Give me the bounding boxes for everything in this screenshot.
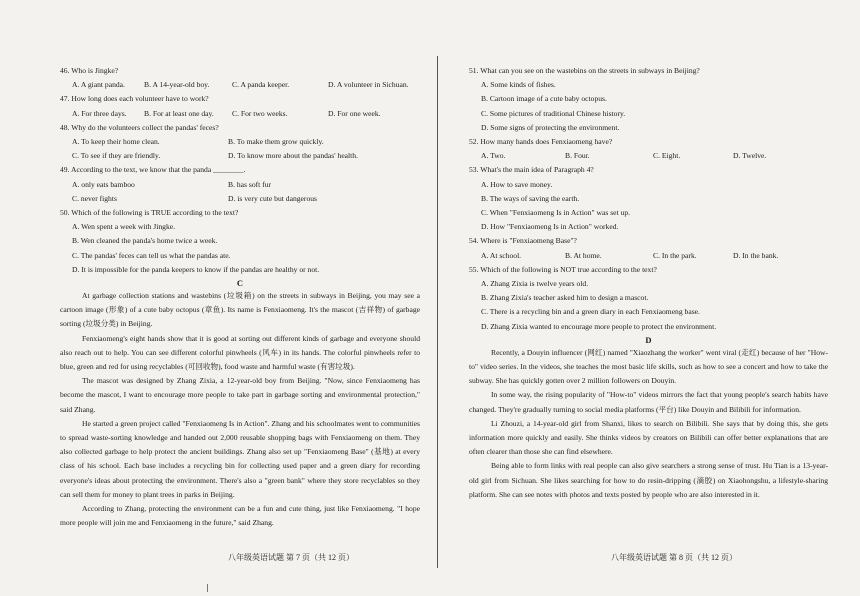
option-c: C. Some pictures of traditional Chinese history. [481,108,626,118]
question-stem: 48. Why do the volunteers collect the pandas' feces? [60,122,219,132]
right-page [441,0,860,596]
question-46 [60,64,420,92]
option-b: B. The ways of saving the earth. [481,193,580,203]
question-stem: 55. Which of the following is NOT true according to the text? [469,264,657,274]
option-a: A. At school. [481,250,522,260]
option-c: C. Eight. [653,151,681,161]
option-a: A. Some kinds of fishes. [481,80,556,90]
option-b: B. Wen cleaned the panda's home twice a week. [72,236,218,246]
option-a: A. How to save money. [481,179,553,189]
section-heading: C [236,278,244,289]
option-c: C. When "Fenxiaomeng Is in Action" was set up. [481,208,631,218]
scan-mark [207,584,211,592]
option-c: C. never fights [72,193,117,203]
option-d: D. It is impossible for the panda keepers to know if the pandas are healthy or not. [72,264,320,274]
question-stem: 47. How long does each volunteer have to work? [60,94,209,104]
option-a: A. Two. [481,151,506,161]
question-51 [469,64,828,135]
option-d: D. For one week. [328,108,381,118]
paragraph: Recently, a Douyin influencer (网红) named "Xiaozhang the worker" went viral (走红) because of her "How-to" video series. In the videos, she teaches the most basic life skills, such as how to see a concert and how to take the subway. She has quickly gotten over 2 million followers on Douyin. [469,347,828,386]
question-stem: 46. Who is Jingke? [60,66,119,75]
question-48 [60,121,420,164]
passage-d [469,346,828,502]
question-stem: 50. Which of the following is TRUE according to the text? [60,208,239,218]
option-d: D. To know more about the pandas' health. [228,151,358,161]
option-c: C. In the park. [653,250,697,260]
question-50 [60,206,420,277]
paragraph: The mascot was designed by Zhang Zixia, a 12-year-old boy from Beijing. "Now, since Fenxiaomeng has become the mascot, I want to encourage more people to take part in garbage sorting and environmental protection," said Zhang. [60,376,420,414]
option-d: D. Twelve. [733,151,767,161]
option-d: D. How "Fenxiaomeng Is in Action" worked. [481,222,619,232]
option-a: A. For three days. [72,108,127,118]
question-53 [469,163,828,234]
option-b: B. A 14-year-old boy. [144,80,210,90]
option-c: C. To see if they are friendly. [72,151,161,161]
question-stem: 54. Where is "Fenxiaomeng Base"? [469,236,577,246]
page-footer: 八年级英语试题 第 8 页（共 12 页） [611,553,737,562]
paragraph: He started a green project called "Fenxiaomeng Is in Action". Zhang and his schoolmates went to communities to spread waste-sorting knowledge and handed out 2,000 reusable shopping bags with Fenxiaomeng on them. They also collected garbage to help protect the ancient buildings. Zhang also set up "Fenxiaomeng Base" (基地) at every class of his school. Each base includes a recycling bin for collecting used paper and a green diary for recording everyone's ideas about protecting the environment. There's also a "green bank" where they store recyclables so they can sell them for money to plant trees in parks in Beijing. [60,418,420,499]
option-c: C. A panda keeper. [232,80,290,90]
option-b: B. To make them grow quickly. [228,137,324,147]
option-a: A. only eats bamboo [72,179,135,189]
page-divider [437,56,438,568]
paragraph: According to Zhang, protecting the environment can be a fun and cute thing, just like Fenxiaomeng. "I hope more people will join me and Fenxiaomeng in the future," said Zhang. [60,504,420,528]
question-stem: 52. How many hands does Fenxiaomeng have? [469,137,613,147]
question-stem: 51. What can you see on the wastebins on the streets in subways in Beijing? [469,66,700,75]
question-54 [469,234,828,262]
option-d: D. Zhang Zixia wanted to encourage more people to protect the environment. [481,321,717,331]
option-c: C. There is a recycling bin and a green diary in each Fenxiaomeng base. [481,307,700,317]
option-c: C. For two weeks. [232,108,288,118]
option-a: A. To keep their home clean. [72,137,160,147]
option-b: B. For at least one day. [144,108,214,118]
option-d: D. A volunteer in Sichuan. [328,80,409,90]
paragraph: At garbage collection stations and wastebins (垃圾箱) on the streets in subways in Beijing, you may see a cartoon image (形象) of a cute baby octopus (章鱼). Its name is Fenxiaomeng. It's the mascot (吉祥物) of garbage sorting (垃圾分类) in Beijing. [60,291,420,329]
option-c: C. The pandas' feces can tell us what the pandas ate. [72,250,231,260]
question-49 [60,163,420,206]
option-a: A. Zhang Zixia is twelve years old. [481,279,589,289]
question-52 [469,135,828,163]
question-stem: 53. What's the main idea of Paragraph 4? [469,165,594,175]
option-a: A. A giant panda. [72,80,125,90]
option-b: B. has soft fur [228,179,272,189]
paragraph: In some way, the rising popularity of "How-to" videos mirrors the fact that young people's search habits have changed. They're gradually turning to social media platforms (平台) like Douyin and Bilibili for information. [469,390,828,414]
paragraph: Being able to form links with real people can also give searchers a strong sense of trust. Hu Tian is a 13-year-old girl from Sichuan. She likes searching for how to do resin-dripping (滴胶) on Xiaohongshu, a lifestyle-sharing platform. She can see notes with photos and texts posted by people who are also interested in it. [469,461,828,499]
paragraph: Fenxiaomeng's eight hands show that it is good at sorting out different kinds of garbage and everyone should also reach out to help. You can see different colorful pinwheels (风车) in its hands. The colorful pinwheels refer to blue, green and red for using recyclables (可回收物), food waste and harmful waste (有害垃圾). [60,333,420,372]
question-47 [60,92,420,120]
option-b: B. Cartoon image of a cute baby octopus. [481,94,607,104]
option-a: A. Wen spent a week with Jingke. [72,222,176,232]
option-d: D. is very cute but dangerous [228,193,317,203]
option-d: D. In the bank. [733,250,779,260]
section-heading: D [645,334,652,345]
question-55 [469,263,828,334]
question-stem: 49. According to the text, we know that the panda ________. [60,165,246,175]
option-b: B. Four. [565,151,590,161]
passage-c [60,289,420,530]
page-footer: 八年级英语试题 第 7 页（共 12 页） [228,553,354,562]
option-b: B. Zhang Zixia's teacher asked him to design a mascot. [481,293,649,303]
option-d: D. Some signs of protecting the environment. [481,122,620,132]
paragraph: Li Zhouzi, a 14-year-old girl from Shanxi, likes to search on Bilibili. She says that by doing this, she gets information more quickly and easily. She thinks videos by creators on Bilibili can offer better explanations that are often clearer than those she can find elsewhere. [469,418,828,457]
option-b: B. At home. [565,250,602,260]
